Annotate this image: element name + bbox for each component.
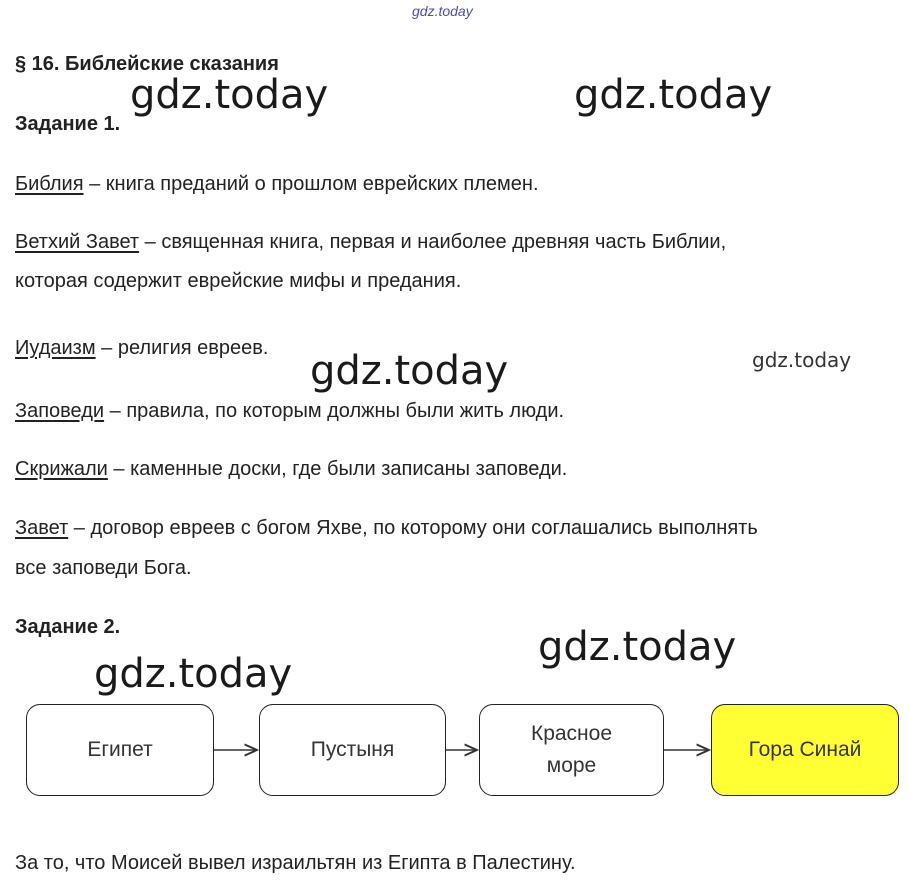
definition-text: – договор евреев с богом Яхве, по которому они соглашались выполнять — [68, 517, 758, 539]
term-bible: Библия — [15, 173, 84, 195]
definition-tablets — [15, 457, 567, 481]
term-covenant: Завет — [15, 517, 69, 539]
definition-text: – священная книга, первая и наиболее древняя часть Библии, — [139, 231, 727, 253]
watermark-5: gdz.today — [538, 624, 737, 670]
watermark-4: gdz.today — [752, 348, 852, 372]
route-box-desert — [259, 704, 446, 796]
watermark-top: gdz.today — [412, 3, 473, 19]
task1-heading: Задание 1. — [15, 113, 121, 135]
route-label: Красное море — [530, 722, 613, 777]
watermark-2: gdz.today — [574, 72, 773, 118]
definition-old-testament — [15, 230, 726, 254]
term-old-testament: Ветхий Завет — [15, 231, 140, 253]
route-box-egypt — [26, 704, 214, 796]
page-title: § 16. Библейские сказания — [15, 53, 279, 75]
task2-answer: За то, что Моисей вывел израильтян из Египта в Палестину. — [15, 852, 576, 874]
definition-commandments — [15, 399, 564, 423]
definition-text: – книга преданий о прошлом еврейских племен. — [83, 173, 539, 195]
definition-old-testament-cont: которая содержит еврейские мифы и предания. — [15, 270, 462, 292]
definition-covenant-cont: все заповеди Бога. — [15, 557, 192, 579]
term-commandments: Заповеди — [15, 400, 105, 422]
term-tablets: Скрижали — [15, 458, 108, 480]
route-box-mount-sinai — [711, 704, 899, 796]
route-label: Египет — [87, 738, 153, 761]
route-label: Гора Синай — [748, 738, 862, 761]
definition-covenant — [15, 516, 758, 540]
route-box-red-sea — [479, 704, 664, 796]
definition-text: – религия евреев. — [95, 337, 269, 359]
route-label: Пустыня — [310, 738, 395, 761]
term-judaism: Иудаизм — [15, 337, 96, 359]
watermark-3: gdz.today — [310, 348, 509, 394]
definition-text: – каменные доски, где были записаны заповеди. — [107, 458, 568, 480]
definition-bible — [15, 172, 539, 196]
definition-text: – правила, по которым должны были жить люди. — [104, 400, 565, 422]
watermark-6: gdz.today — [94, 651, 293, 697]
task2-heading: Задание 2. — [15, 616, 121, 638]
definition-judaism — [15, 336, 268, 360]
watermark-1: gdz.today — [130, 72, 329, 118]
